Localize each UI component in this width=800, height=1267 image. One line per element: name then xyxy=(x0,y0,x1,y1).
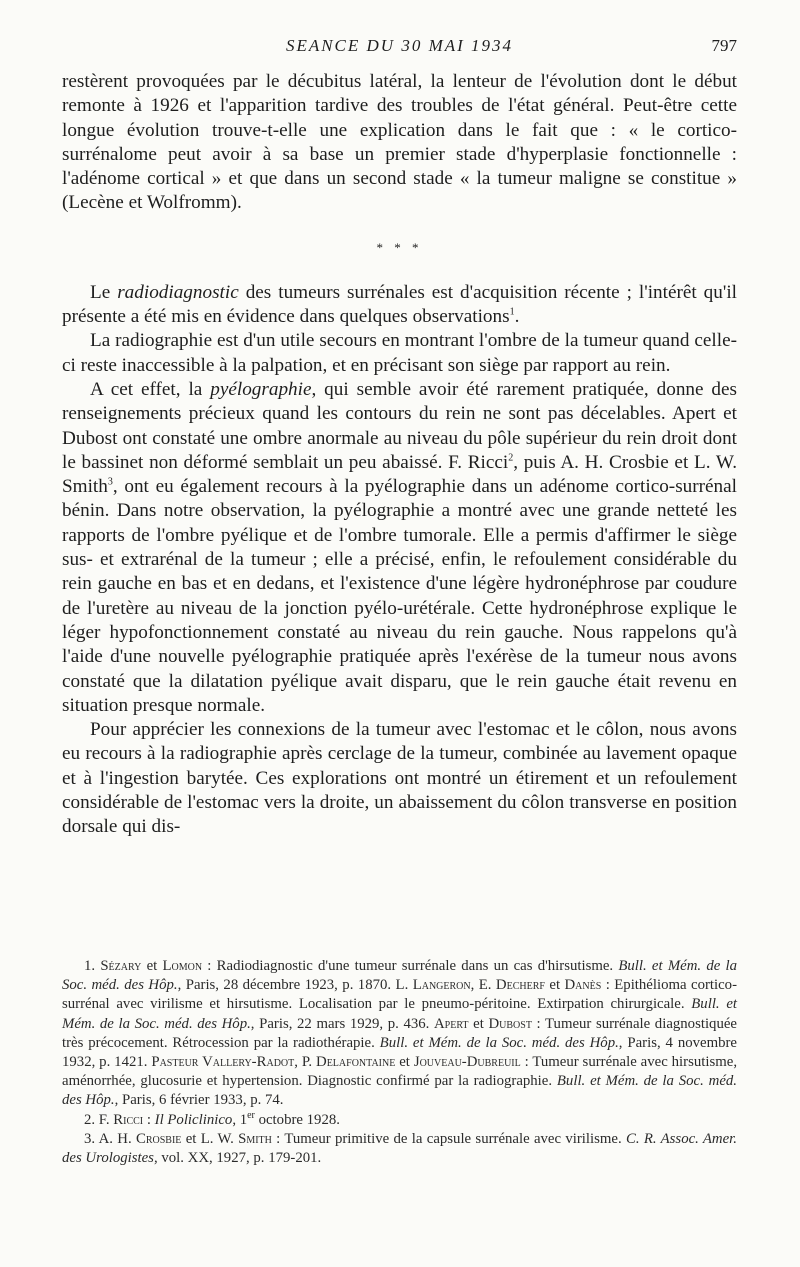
running-title: SEANCE DU 30 MAI 1934 xyxy=(285,36,514,55)
footnotes xyxy=(62,957,737,1168)
text-run: : Tumeur surrénale avec hirsutisme, aménorrhée, glucosurie et hypertension. Diagnostic confirmé par la radiographie. xyxy=(62,1054,738,1090)
text-run: : Tumeur primitive de la capsule surrénale avec virilisme. xyxy=(271,1130,626,1147)
text-run: , Paris, 6 février 1933, p. 74. xyxy=(114,1092,284,1109)
paragraph-pyelographie xyxy=(62,378,737,718)
footnote-number: 3. A. H. xyxy=(84,1130,136,1147)
italic-term: pyélographie xyxy=(210,378,312,400)
text-run: , qui semble avoir été rarement pratiquée, donne des renseignements précieux quand les contours du rein ne sont pas décelables. Apert et Dubost ont constaté une ombre anormale au niveau du pôle supérieur du rein droit dont le bassinet non déformé semblait un peu abaissé. F. Ricci xyxy=(62,378,738,473)
text-run: , vol. XX, 1927, p. 179-201. xyxy=(153,1150,322,1167)
footnote-number: 2. F. xyxy=(84,1111,114,1128)
author-name: Sézary xyxy=(100,958,142,974)
page-number: 797 xyxy=(711,36,737,55)
author-name: Ricci xyxy=(113,1111,144,1128)
text-run: et xyxy=(141,958,163,974)
text-run: . xyxy=(514,306,520,328)
footnote-3 xyxy=(62,1130,737,1168)
author-name: Crosbie xyxy=(135,1130,182,1147)
italic-term: radiodiagnostic xyxy=(117,281,239,303)
journal-title: Bull. et Mém. de la Soc. méd. des Hôp. xyxy=(62,958,738,994)
text-run: , Paris, 28 décembre 1923, p. 1870. L. xyxy=(177,977,413,994)
text-run: , puis A. H. Crosbie et L. W. Smith xyxy=(62,451,737,498)
author-name: Danès xyxy=(564,977,602,994)
author-name: Dubost xyxy=(488,1015,532,1032)
paragraph-continuation: restèrent provoquées par le décubitus latéral, la lenteur de l'évolution dont le début remonte à 1926 et l'apparition tardive des troubles de l'état général. Peut-être cette longue évolution trouve-t-elle une explication dans le fait que : « le cortico-surrénalome peut avoir à sa base un premier stade d'hyperplasie fonctionnelle : l'adénome cortical » et que dans un second stade « la tumeur maligne se constitue » (Lecène et Wolfromm). xyxy=(62,71,737,214)
paragraph-connexions: Pour apprécier les connexions de la tumeur avec l'estomac et le côlon, nous avons eu recours à la radiographie après cerclage de la tumeur, combinée au lavement opaque et à l'ingestion barytée. Ces explorations ont montré un étirement et un refoulement considérable de l'estomac vers la droite, un abaissement du côlon transverse en position dorsale qui dis- xyxy=(62,719,737,838)
text-run: , Paris, 4 novembre 1932, p. 1421. xyxy=(62,1034,737,1071)
text-run: , Paris, 22 mars 1929, p. 436. xyxy=(250,1015,434,1032)
paragraph-radiodiagnostic xyxy=(62,281,737,330)
text-run: des tumeurs surrénales est d'acquisition récente ; l'intérêt qu'il présente a été mis en évidence dans quelques observations xyxy=(62,281,737,328)
journal-title: Bull. et Mém. de la Soc. méd. des Hôp. xyxy=(379,1034,619,1051)
text-run: , ont eu également recours à la pyélographie dans un adénome cortico-surrénal bénin. Dans notre observation, la pyélographie a montré avec une grande netteté les rapports de l'ombre pyélique et de l'ombre tumorale. Elle a permis d'affirmer le siège sus- et extrarénal de la tumeur ; elle a précisé, enfin, le refoulement considérable du rein gauche en bas et en dedans, et l'existence d'une légère hydronéphrose par coudure de l'uretère au niveau de la jonction pyélo-urétérale. Cette hydronéphrose explique le léger hypofonctionnement constaté au niveau du rein gauche. Nous rappelons qu'à l'aide d'une nouvelle pyélographie pratiquée après l'exérèse de la tumeur nous avons constaté que la dilatation pyélique avait disparu, que le rein gauche était revenu en situation presque normale. xyxy=(62,476,737,716)
text-run: , E. xyxy=(470,977,496,994)
author-name: Lomon xyxy=(162,958,203,974)
text-run: et xyxy=(544,977,565,994)
body-text xyxy=(62,70,737,840)
author-name: Jouveau-Dubreuil xyxy=(413,1054,521,1071)
author-name: Decherf xyxy=(495,977,545,994)
journal-title: Il Policlinico xyxy=(154,1111,233,1128)
text-run: et xyxy=(395,1054,414,1071)
footnote-1 xyxy=(62,957,737,1111)
text-run: , P. xyxy=(294,1054,317,1071)
footnote-number: 1. xyxy=(84,958,101,974)
text-run: A cet effet, la xyxy=(90,378,211,400)
text-run: : Radiodiagnostic d'une tumeur surrénale dans un cas d'hirsutisme. xyxy=(202,958,619,974)
paragraph-radiographie: La radiographie est d'un utile secours en montrant l'ombre de la tumeur quand celle-ci reste inaccessible à la palpation, et en précisant son siège par rapport au rein. xyxy=(62,330,737,376)
text-run: et L. W. xyxy=(181,1130,239,1147)
text-run: octobre 1928. xyxy=(254,1111,340,1128)
footnote-ref: 3 xyxy=(107,476,113,488)
footnote-ref: 2 xyxy=(508,452,514,464)
text-run: , 1 xyxy=(232,1111,248,1128)
text-run: Le xyxy=(90,281,118,303)
section-ornament: * * * xyxy=(376,239,423,255)
text-run: et xyxy=(468,1015,489,1032)
journal-title: C. R. Assoc. Amer. des Urologistes xyxy=(62,1130,737,1167)
ordinal-suffix: er xyxy=(247,1109,255,1121)
author-name: Apert xyxy=(433,1015,469,1032)
journal-title: Bull. et Mém. de la Soc. méd. des Hôp. xyxy=(62,1073,737,1109)
page-header xyxy=(62,36,737,58)
journal-title: Bull. et Mém. de la Soc. méd. des Hôp. xyxy=(62,996,737,1032)
text-run: : Epithélioma cortico-surrénal avec virilisme et hirsutisme. Localisation par le pneumo-péritoine. Extirpation chirurgicale. xyxy=(62,977,738,1013)
footnote-ref: 1 xyxy=(509,306,515,318)
author-name: Langeron xyxy=(412,977,471,994)
author-name: Smith xyxy=(238,1130,272,1147)
text-run: : xyxy=(143,1111,155,1128)
author-name: Delafontaine xyxy=(316,1054,396,1071)
footnote-2 xyxy=(62,1111,737,1130)
text-run: : Tumeur surrénale diagnostiquée très précocement. Rétrocession par la radiothérapie. xyxy=(62,1015,737,1051)
author-name: Pasteur Vallery-Radot xyxy=(151,1054,295,1071)
